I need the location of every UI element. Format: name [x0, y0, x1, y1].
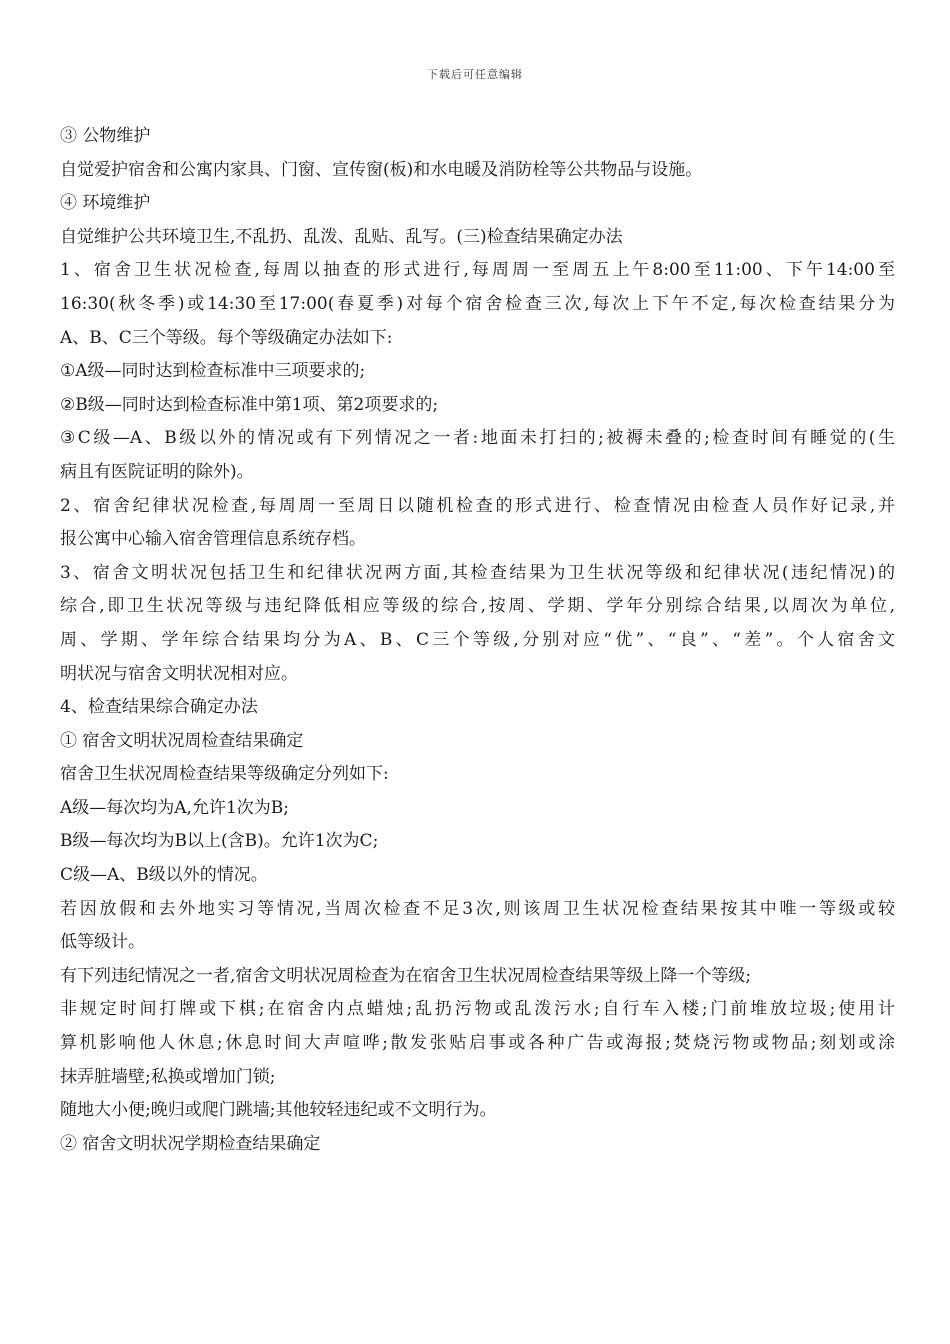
- text-line: 16:30(秋冬季)或14:30至17:00(春夏季)对每个宿舍检查三次,每次上下午不定,每次检查结果分为: [60, 293, 895, 314]
- text-line: A级—每次均为A,允许1次为B;: [60, 797, 289, 818]
- text-line: 周、学期、学年综合结果均分为A、B、C三个等级,分别对应“优”、“良”、“差”。个人宿舍文: [60, 629, 895, 650]
- text-line: ③ 公物维护: [60, 126, 151, 146]
- text-line: 抹弄脏墙壁;私换或增加门锁;: [60, 1066, 276, 1087]
- text-line: 综合,即卫生状况等级与违纪降低相应等级的综合,按周、学期、学年分别综合结果,以周次为单位,: [60, 596, 895, 617]
- text-line: 算机影响他人休息;休息时间大声喧哗;散发张贴启事或各种广告或海报;焚烧污物或物品;刻划或涂: [60, 1033, 895, 1054]
- text-line: 低等级计。: [60, 932, 145, 953]
- text-line: 1、宿舍卫生状况检查,每周以抽查的形式进行,每周周一至周五上午8:00至11:00、下午14:00至: [60, 260, 895, 281]
- page-header: 下载后可任意编辑: [427, 68, 523, 81]
- text-line: 若因放假和去外地实习等情况,当周次检查不足3次,则该周卫生状况检查结果按其中唯一等级或较: [60, 898, 895, 919]
- text-line: 非规定时间打牌或下棋;在宿舍内点蜡烛;乱扔污物或乱泼污水;自行车入楼;门前堆放垃圾;使用计: [60, 999, 895, 1020]
- text-line: 自觉维护公共环境卫生,不乱扔、乱泼、乱贴、乱写。(三)检查结果确定办法: [60, 226, 623, 247]
- text-line: 随地大小便;晚归或爬门跳墙;其他较轻违纪或不文明行为。: [60, 1100, 497, 1121]
- text-line: 报公寓中心输入宿舍管理信息系统存档。: [60, 529, 366, 550]
- text-line: ①A级—同时达到检查标准中三项要求的;: [60, 361, 366, 382]
- text-line: C级—A、B级以外的情况。: [60, 865, 268, 886]
- text-line: 明状况与宿舍文明状况相对应。: [60, 663, 298, 684]
- text-line: 3、宿舍文明状况包括卫生和纪律状况两方面,其检查结果为卫生状况等级和纪律状况(违纪情况)的: [60, 562, 895, 583]
- text-line: ②B级—同时达到检查标准中第1项、第2项要求的;: [60, 394, 439, 415]
- text-line: A、B、C三个等级。每个等级确定办法如下:: [60, 327, 393, 348]
- text-line: ① 宿舍文明状况周检查结果确定: [60, 730, 304, 751]
- document-body: [60, 120, 895, 1161]
- text-line: ④ 环境维护: [60, 193, 151, 214]
- text-line: B级—每次均为B以上(含B)。允许1次为C;: [60, 831, 379, 852]
- text-line: ③C级—A、B级以外的情况或有下列情况之一者:地面未打扫的;被褥未叠的;检查时间有睡觉的(生: [60, 428, 895, 449]
- text-line: 病且有医院证明的除外)。: [60, 461, 254, 482]
- text-line: 宿舍卫生状况周检查结果等级确定分列如下:: [60, 764, 389, 785]
- text-line: 有下列违纪情况之一者,宿舍文明状况周检查为在宿舍卫生状况周检查结果等级上降一个等级;: [60, 965, 752, 986]
- text-line: 自觉爱护宿舍和公寓内家具、门窗、宣传窗(板)和水电暖及消防栓等公共物品与设施。: [60, 159, 703, 180]
- text-line: ② 宿舍文明状况学期检查结果确定: [60, 1133, 321, 1154]
- text-line: 2、宿舍纪律状况检查,每周周一至周日以随机检查的形式进行、检查情况由检查人员作好记录,并: [60, 495, 895, 516]
- text-line: 4、检查结果综合确定办法: [60, 697, 258, 718]
